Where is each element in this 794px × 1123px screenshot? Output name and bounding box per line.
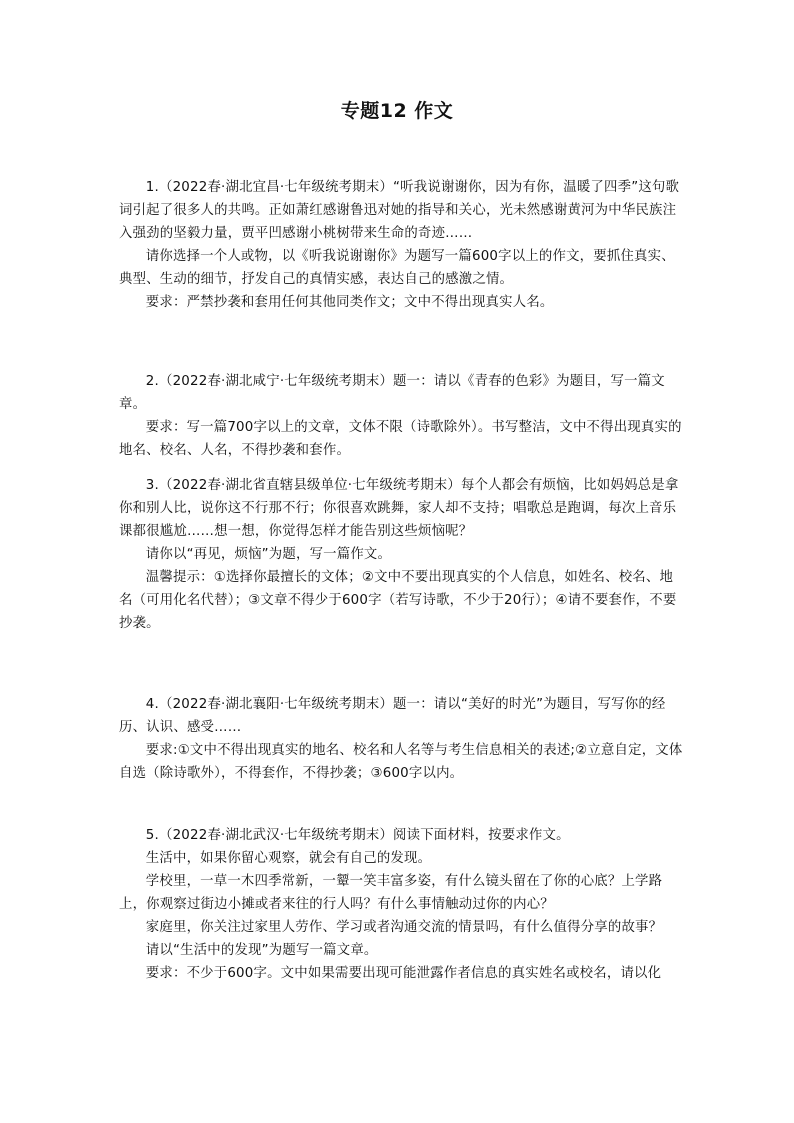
question-5-paragraph-2: 生活中，如果你留心观察，就会有自己的发现。 [145, 851, 432, 866]
question-1-paragraph-2: 请你选择一个人或物，以《听我说谢谢你》为题写一篇600字以上的作文，要抓住真实、典型、生动的细节，抒发自己的真情实感，表达自己的感激之情。 [119, 249, 675, 287]
question-2-paragraph-1: 2.（2022春·湖北咸宁·七年级统考期末）题一：请以《青春的色彩》为题目，写一篇文章。 [119, 374, 665, 412]
question-3-paragraph-1: 3.（2022春·湖北省直辖县级单位·七年级统考期末）每个人都会有烦恼，比如妈妈总是拿你和别人比，说你这不行那不行；你很喜欢跳舞，家人却不支持；唱歌总是跑调，每次上音乐课都很尴尬……想一想，你觉得怎样才能告别这些烦恼呢？ [119, 478, 679, 539]
question-4-paragraph-2: 要求:①文中不得出现真实的地名、校名和人名等与考生信息相关的表述;②立意自定，文体自选（除诗歌外），不得套作，不得抄袭；③600字以内。 [119, 743, 683, 781]
question-2 [119, 370, 683, 462]
question-5-paragraph-5: 请以“生活中的发现”为题写一篇文章。 [145, 943, 378, 958]
question-5-paragraph-6: 要求：不少于600字。文中如果需要出现可能泄露作者信息的真实姓名或校名，请以化 [145, 966, 662, 981]
question-3-paragraph-3: 温馨提示：①选择你最擅长的文体；②文中不要出现真实的个人信息，如姓名、校名、地名（可用化名代替）；③文章不得少于600字（若写诗歌，不少于20行）；④请不要套作，不要抄袭。 [119, 570, 677, 631]
question-3-paragraph-2: 请你以“再见，烦恼”为题，写一篇作文。 [145, 547, 392, 562]
question-1-paragraph-1: 1.（2022春·湖北宜昌·七年级统考期末）“听我说谢谢你，因为有你，温暖了四季”这句歌词引起了很多人的共鸣。正如萧红感谢鲁迅对她的指导和关心，光未然感谢黄河为中华民族注入强劲的坚毅力量，贾平凹感谢小桃树带来生命的奇迹…… [119, 180, 680, 241]
question-5-paragraph-1: 5.（2022春·湖北武汉·七年级统考期末）阅读下面材料，按要求作文。 [145, 828, 570, 843]
question-5-paragraph-3: 学校里，一草一木四季常新，一颦一笑丰富多姿，有什么镜头留在了你的心底？上学路上，你观察过街边小摊或者来往的行人吗？有什么事情触动过你的内心？ [119, 874, 663, 912]
question-5 [119, 824, 683, 985]
question-5-paragraph-4: 家庭里，你关注过家里人劳作、学习或者沟通交流的情景吗，有什么值得分享的故事？ [145, 920, 663, 935]
question-2-paragraph-2: 要求：写一篇700字以上的文章，文体不限（诗歌除外）。书写整洁，文中不得出现真实的地名、校名、人名，不得抄袭和套作。 [119, 420, 682, 458]
question-1-paragraph-3: 要求：严禁抄袭和套用任何其他同类作文；文中不得出现真实人名。 [145, 295, 554, 310]
question-4-paragraph-1: 4.（2022春·湖北襄阳·七年级统考期末）题一：请以“美好的时光”为题目，写写你的经历、认识、感受…… [119, 697, 666, 735]
question-1 [119, 176, 683, 314]
question-3 [119, 474, 683, 635]
page-title: 专题12 作文 [340, 100, 454, 122]
question-4 [119, 693, 683, 785]
